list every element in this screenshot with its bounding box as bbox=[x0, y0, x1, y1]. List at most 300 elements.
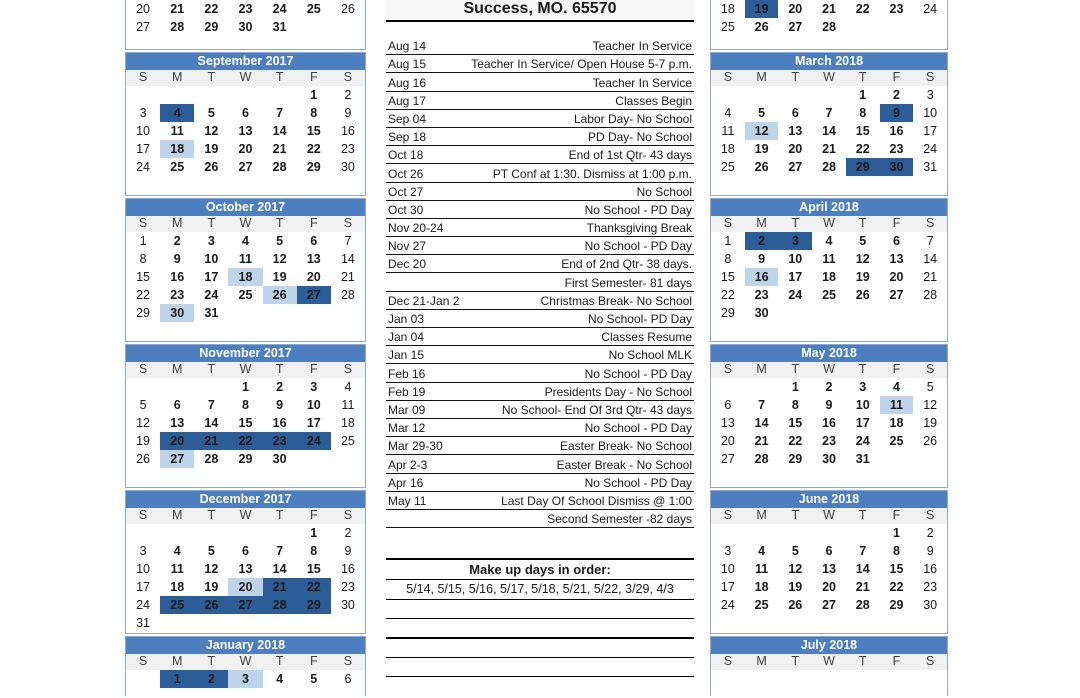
day-cell: 1 bbox=[139, 233, 147, 248]
week-row bbox=[711, 104, 947, 122]
day-cell: 27 bbox=[238, 159, 253, 174]
day-cell: 3 bbox=[310, 379, 318, 394]
day-cell: 16 bbox=[889, 123, 904, 138]
event-date: Mar 12 bbox=[388, 421, 426, 436]
event-description: Labor Day- No School bbox=[573, 111, 692, 126]
weekday-letter: S bbox=[723, 216, 733, 230]
weekday-letter: F bbox=[892, 362, 901, 376]
day-cell: 11 bbox=[721, 123, 735, 138]
week-row bbox=[126, 414, 365, 432]
week-row bbox=[126, 86, 365, 104]
day-cell: 22 bbox=[297, 578, 331, 596]
empty-day-cell bbox=[263, 614, 297, 632]
day-cell: 16 bbox=[340, 123, 355, 138]
event-date: Aug 14 bbox=[388, 39, 427, 54]
day-cell: 13 bbox=[889, 251, 904, 266]
weekday-letter: M bbox=[172, 654, 183, 668]
month-title: December 2017 bbox=[126, 491, 365, 508]
month-july-2018 bbox=[710, 636, 948, 696]
day-cell: 10 bbox=[204, 251, 219, 266]
day-cell: 3 bbox=[859, 379, 867, 394]
empty-day-cell bbox=[194, 378, 228, 396]
weekday-letter: T bbox=[275, 654, 284, 668]
day-cell: 11 bbox=[754, 561, 769, 576]
day-cell: 20 bbox=[160, 432, 194, 450]
day-cell: 21 bbox=[822, 141, 836, 156]
day-cell: 11 bbox=[170, 123, 184, 138]
empty-day-cell bbox=[126, 378, 160, 396]
day-cell: 31 bbox=[204, 305, 219, 320]
day-cell: 30 bbox=[340, 159, 355, 174]
day-cell: 8 bbox=[724, 251, 732, 266]
weekday-letter: S bbox=[138, 508, 148, 522]
day-cell: 23 bbox=[923, 579, 938, 594]
day-cell: 3 bbox=[926, 87, 934, 102]
day-cell: 10 bbox=[306, 397, 321, 412]
weekday-letter: W bbox=[239, 508, 252, 522]
day-cell: 19 bbox=[136, 433, 151, 448]
day-cell: 31 bbox=[272, 20, 287, 35]
weekday-letter: S bbox=[926, 70, 935, 84]
event-description: Classes Begin bbox=[615, 93, 692, 108]
day-cell: 30 bbox=[822, 451, 836, 466]
empty-day-cell bbox=[745, 378, 779, 396]
empty-day-cell bbox=[297, 450, 331, 468]
day-cell: 17 bbox=[923, 123, 938, 138]
empty-day-cell bbox=[711, 378, 745, 396]
event-row bbox=[386, 183, 694, 201]
weekday-letter: M bbox=[172, 216, 183, 230]
event-date: Dec 21-Jan 2 bbox=[388, 293, 460, 308]
day-cell: 1 bbox=[791, 379, 799, 394]
day-cell: 31 bbox=[923, 159, 938, 174]
day-cell: 19 bbox=[204, 579, 219, 594]
empty-day-cell bbox=[880, 450, 914, 468]
weekday-letter: T bbox=[791, 362, 800, 376]
day-cell: 25 bbox=[160, 596, 194, 614]
day-cell: 2 bbox=[892, 87, 900, 102]
blank-line bbox=[386, 600, 694, 619]
day-cell: 2 bbox=[344, 525, 352, 540]
day-cell: 19 bbox=[754, 141, 769, 156]
day-cell: 28 bbox=[272, 159, 287, 174]
weekday-letter: S bbox=[926, 654, 935, 668]
day-cell: 26 bbox=[855, 287, 870, 302]
empty-day-cell bbox=[812, 304, 846, 322]
blank-line bbox=[386, 658, 694, 677]
day-cell: 18 bbox=[754, 579, 769, 594]
day-cell: 21 bbox=[272, 141, 287, 156]
empty-day-cell bbox=[228, 86, 262, 104]
day-cell: 22 bbox=[855, 141, 870, 156]
day-cell: 10 bbox=[720, 561, 735, 576]
empty-day-cell bbox=[263, 86, 297, 104]
day-cell: 16 bbox=[745, 268, 779, 286]
day-cell: 7 bbox=[276, 105, 284, 120]
day-cell: 28 bbox=[754, 451, 769, 466]
day-cell: 19 bbox=[204, 141, 219, 156]
day-cell: 18 bbox=[228, 268, 262, 286]
weekday-letter: T bbox=[858, 654, 867, 668]
empty-day-cell bbox=[297, 304, 331, 322]
day-cell: 8 bbox=[859, 105, 867, 120]
day-cell: 6 bbox=[242, 105, 249, 120]
day-cell: 10 bbox=[136, 123, 151, 138]
day-cell: 31 bbox=[136, 615, 151, 630]
event-row bbox=[386, 55, 694, 73]
day-cell: 9 bbox=[758, 251, 766, 266]
week-row bbox=[126, 18, 365, 36]
day-cell: 17 bbox=[788, 269, 803, 284]
weekday-letter: W bbox=[823, 70, 835, 84]
week-row bbox=[126, 524, 365, 542]
empty-day-cell bbox=[331, 304, 365, 322]
day-cell: 12 bbox=[136, 415, 151, 430]
weekday-letter: S bbox=[343, 508, 353, 522]
event-row bbox=[386, 474, 694, 492]
day-cell: 23 bbox=[170, 287, 185, 302]
left-calendar-column bbox=[125, 0, 366, 698]
weekday-letter: S bbox=[343, 216, 353, 230]
day-cell: 28 bbox=[923, 287, 938, 302]
event-row bbox=[386, 201, 694, 219]
weekday-letter: F bbox=[892, 216, 901, 230]
week-row bbox=[126, 396, 365, 414]
weekday-letter: S bbox=[138, 654, 148, 668]
day-cell: 28 bbox=[822, 159, 836, 174]
empty-day-cell bbox=[745, 524, 779, 542]
day-cell: 9 bbox=[344, 543, 352, 558]
weekday-letter: M bbox=[756, 216, 767, 230]
day-cell: 24 bbox=[788, 287, 803, 302]
day-cell: 20 bbox=[889, 269, 904, 284]
day-cell: 30 bbox=[754, 305, 769, 320]
week-row bbox=[126, 542, 365, 560]
day-cell: 27 bbox=[889, 287, 904, 302]
weekday-letter: T bbox=[207, 70, 216, 84]
event-date: May 11 bbox=[388, 493, 427, 508]
day-cell: 15 bbox=[238, 415, 253, 430]
day-cell: 1 bbox=[892, 525, 900, 540]
day-cell: 21 bbox=[923, 269, 938, 284]
day-cell: 11 bbox=[822, 251, 836, 266]
event-description: No School - PD Day bbox=[584, 202, 692, 217]
day-cell: 7 bbox=[276, 543, 284, 558]
weekday-row bbox=[126, 508, 365, 524]
day-cell: 1 bbox=[242, 379, 249, 394]
week-row bbox=[126, 286, 365, 304]
day-cell: 18 bbox=[160, 140, 194, 158]
day-cell: 26 bbox=[136, 451, 151, 466]
event-date: Oct 30 bbox=[388, 202, 424, 217]
weekday-row bbox=[126, 216, 365, 232]
day-cell: 15 bbox=[889, 561, 904, 576]
day-cell: 14 bbox=[923, 251, 938, 266]
day-cell: 2 bbox=[173, 233, 181, 248]
month-title: November 2017 bbox=[126, 345, 365, 362]
event-row bbox=[386, 273, 694, 291]
weekday-row bbox=[711, 216, 947, 232]
weekday-row bbox=[126, 70, 365, 86]
event-date: Apr 16 bbox=[388, 475, 424, 490]
event-row bbox=[386, 383, 694, 401]
week-row bbox=[711, 596, 947, 614]
day-cell: 24 bbox=[923, 141, 938, 156]
day-cell: 28 bbox=[855, 597, 870, 612]
event-row bbox=[386, 73, 694, 91]
day-cell: 12 bbox=[788, 561, 803, 576]
day-cell: 14 bbox=[340, 251, 355, 266]
day-cell: 7 bbox=[207, 397, 215, 412]
day-cell: 24 bbox=[136, 159, 151, 174]
event-description: PT Conf at 1:30. Dismiss at 1:00 p.m. bbox=[492, 166, 692, 181]
day-cell: 3 bbox=[778, 232, 812, 250]
day-cell: 24 bbox=[297, 432, 331, 450]
day-cell: 14 bbox=[204, 415, 219, 430]
weekday-letter: M bbox=[756, 362, 767, 376]
day-cell: 19 bbox=[855, 269, 870, 284]
empty-day-cell bbox=[160, 378, 194, 396]
day-cell: 7 bbox=[825, 105, 833, 120]
weekday-letter: F bbox=[892, 70, 901, 84]
event-description: No School - PD Day bbox=[584, 421, 692, 436]
day-cell: 21 bbox=[263, 578, 297, 596]
weekday-row bbox=[711, 654, 947, 670]
weekday-letter: S bbox=[723, 70, 733, 84]
day-cell: 25 bbox=[170, 159, 185, 174]
weekday-row bbox=[126, 654, 365, 670]
day-cell: 4 bbox=[825, 233, 833, 248]
day-cell: 23 bbox=[889, 2, 904, 16]
day-cell: 28 bbox=[822, 20, 836, 35]
day-cell: 2 bbox=[745, 232, 779, 250]
day-cell: 24 bbox=[204, 287, 219, 302]
week-row bbox=[711, 304, 947, 322]
event-description: No School - PD Day bbox=[584, 366, 692, 381]
day-cell: 24 bbox=[272, 2, 287, 16]
day-cell: 3 bbox=[139, 543, 147, 558]
day-cell: 16 bbox=[822, 415, 836, 430]
day-cell: 2 bbox=[276, 379, 284, 394]
day-cell: 9 bbox=[173, 251, 181, 266]
weekday-letter: S bbox=[138, 216, 148, 230]
day-cell: 25 bbox=[340, 433, 355, 448]
day-cell: 26 bbox=[204, 159, 219, 174]
weekday-letter: T bbox=[207, 654, 216, 668]
day-cell: 3 bbox=[139, 105, 147, 120]
weekday-row bbox=[711, 362, 947, 378]
day-cell: 7 bbox=[758, 397, 766, 412]
weekday-letter: S bbox=[343, 70, 353, 84]
day-cell: 23 bbox=[340, 141, 355, 156]
day-cell: 23 bbox=[238, 2, 253, 16]
weekday-letter: W bbox=[823, 362, 835, 376]
weekday-letter: F bbox=[309, 216, 318, 230]
day-cell: 19 bbox=[923, 415, 938, 430]
event-row bbox=[386, 37, 694, 55]
day-cell: 6 bbox=[173, 397, 181, 412]
day-cell: 28 bbox=[263, 596, 297, 614]
day-cell: 20 bbox=[822, 579, 836, 594]
weekday-letter: T bbox=[207, 508, 216, 522]
month-march-2018 bbox=[710, 52, 948, 196]
day-cell: 17 bbox=[136, 579, 151, 594]
day-cell: 20 bbox=[720, 433, 735, 448]
day-cell: 12 bbox=[272, 251, 287, 266]
day-cell: 26 bbox=[754, 20, 769, 35]
month-april-2018 bbox=[710, 198, 948, 342]
month-may-2018 bbox=[710, 344, 948, 488]
day-cell: 26 bbox=[263, 286, 297, 304]
day-cell: 13 bbox=[238, 561, 253, 576]
day-cell: 24 bbox=[720, 597, 735, 612]
weekday-letter: M bbox=[756, 508, 767, 522]
month-title: January 2018 bbox=[126, 637, 365, 654]
event-description: Teacher In Service/ Open House 5-7 p.m. bbox=[471, 57, 692, 72]
day-cell: 19 bbox=[788, 579, 803, 594]
event-description: No School - PD Day bbox=[584, 475, 692, 490]
week-row bbox=[126, 140, 365, 158]
day-cell: 27 bbox=[228, 596, 262, 614]
empty-day-cell bbox=[194, 524, 228, 542]
event-date: Feb 16 bbox=[388, 366, 426, 381]
weekday-letter: T bbox=[791, 508, 800, 522]
day-cell: 26 bbox=[194, 596, 228, 614]
day-cell: 7 bbox=[926, 233, 934, 248]
event-row bbox=[386, 455, 694, 473]
day-cell: 10 bbox=[788, 251, 803, 266]
day-cell: 16 bbox=[170, 269, 185, 284]
day-cell: 4 bbox=[724, 105, 732, 120]
event-description: Christmas Break- No School bbox=[540, 293, 692, 308]
day-cell: 20 bbox=[238, 141, 253, 156]
weekday-letter: F bbox=[892, 654, 901, 668]
day-cell: 22 bbox=[855, 2, 870, 16]
weekday-letter: S bbox=[723, 362, 733, 376]
day-cell: 2 bbox=[926, 525, 934, 540]
weekday-letter: W bbox=[823, 216, 835, 230]
day-cell: 10 bbox=[136, 561, 151, 576]
day-cell: 17 bbox=[136, 141, 151, 156]
week-row bbox=[126, 432, 365, 450]
day-cell: 29 bbox=[297, 596, 331, 614]
empty-day-cell bbox=[880, 18, 914, 36]
day-cell: 22 bbox=[788, 433, 803, 448]
day-cell: 17 bbox=[855, 415, 870, 430]
day-cell: 29 bbox=[238, 451, 253, 466]
day-cell: 12 bbox=[745, 122, 779, 140]
week-row bbox=[711, 378, 947, 396]
event-row bbox=[386, 437, 694, 455]
empty-day-cell bbox=[913, 304, 947, 322]
day-cell: 5 bbox=[859, 233, 867, 248]
empty-day-cell bbox=[812, 86, 846, 104]
month-title: June 2018 bbox=[711, 491, 947, 508]
event-date: Aug 15 bbox=[388, 57, 427, 72]
week-row bbox=[711, 0, 947, 18]
event-description: No School MLK bbox=[608, 348, 692, 363]
day-cell: 17 bbox=[204, 269, 219, 284]
center-column bbox=[386, 0, 694, 677]
day-cell: 22 bbox=[228, 432, 262, 450]
week-row bbox=[711, 86, 947, 104]
week-row bbox=[126, 104, 365, 122]
day-cell: 15 bbox=[788, 415, 803, 430]
day-cell: 6 bbox=[825, 543, 833, 558]
day-cell: 3 bbox=[724, 543, 732, 558]
week-row bbox=[711, 268, 947, 286]
day-cell: 22 bbox=[136, 287, 151, 302]
day-cell: 14 bbox=[855, 561, 870, 576]
day-cell: 8 bbox=[310, 543, 318, 558]
event-date: Aug 17 bbox=[388, 93, 427, 108]
weekday-letter: F bbox=[309, 654, 318, 668]
event-date: Sep 04 bbox=[388, 111, 427, 126]
week-row bbox=[711, 524, 947, 542]
event-row bbox=[386, 310, 694, 328]
day-cell: 1 bbox=[160, 670, 194, 688]
day-cell: 25 bbox=[720, 159, 735, 174]
event-date: Feb 19 bbox=[388, 384, 426, 399]
week-row bbox=[126, 670, 365, 688]
event-description: End of 1st Qtr- 43 days bbox=[568, 148, 692, 163]
day-cell: 16 bbox=[923, 561, 938, 576]
week-row bbox=[126, 378, 365, 396]
day-cell: 12 bbox=[204, 123, 219, 138]
day-cell: 4 bbox=[242, 233, 249, 248]
day-cell: 28 bbox=[340, 287, 355, 302]
weekday-letter: T bbox=[858, 70, 867, 84]
event-row bbox=[386, 164, 694, 182]
month-november-2017 bbox=[125, 344, 366, 488]
weekday-letter: T bbox=[207, 362, 216, 376]
event-description: No School- PD Day bbox=[587, 312, 692, 326]
day-cell: 16 bbox=[340, 561, 355, 576]
empty-day-cell bbox=[160, 524, 194, 542]
day-cell: 23 bbox=[340, 579, 355, 594]
day-cell: 5 bbox=[207, 543, 215, 558]
empty-day-cell bbox=[711, 86, 745, 104]
page-title: Success, MO. 65570 bbox=[386, 0, 694, 22]
event-date: Apr 2-3 bbox=[388, 457, 428, 472]
event-date: Aug 16 bbox=[388, 75, 427, 90]
event-description: Presidents Day - No School bbox=[544, 384, 692, 399]
day-cell: 29 bbox=[889, 597, 904, 612]
week-row bbox=[711, 450, 947, 468]
event-row bbox=[386, 146, 694, 164]
weekday-letter: F bbox=[892, 508, 901, 522]
day-cell: 13 bbox=[238, 123, 253, 138]
weekday-letter: F bbox=[309, 362, 318, 376]
week-row bbox=[126, 596, 365, 614]
day-cell: 29 bbox=[846, 158, 880, 176]
day-cell: 8 bbox=[310, 105, 318, 120]
weekday-letter: W bbox=[239, 654, 252, 668]
day-cell: 15 bbox=[306, 123, 321, 138]
empty-day-cell bbox=[880, 304, 914, 322]
week-row bbox=[711, 122, 947, 140]
event-description: End of 2nd Qtr- 38 days. bbox=[561, 257, 692, 272]
day-cell: 25 bbox=[889, 433, 904, 448]
day-cell: 4 bbox=[173, 543, 181, 558]
weekday-letter: T bbox=[791, 216, 800, 230]
day-cell: 3 bbox=[228, 670, 262, 688]
weekday-letter: W bbox=[823, 508, 835, 522]
empty-day-cell bbox=[913, 450, 947, 468]
day-cell: 22 bbox=[306, 141, 321, 156]
day-cell: 2 bbox=[825, 379, 833, 394]
day-cell: 9 bbox=[926, 543, 934, 558]
